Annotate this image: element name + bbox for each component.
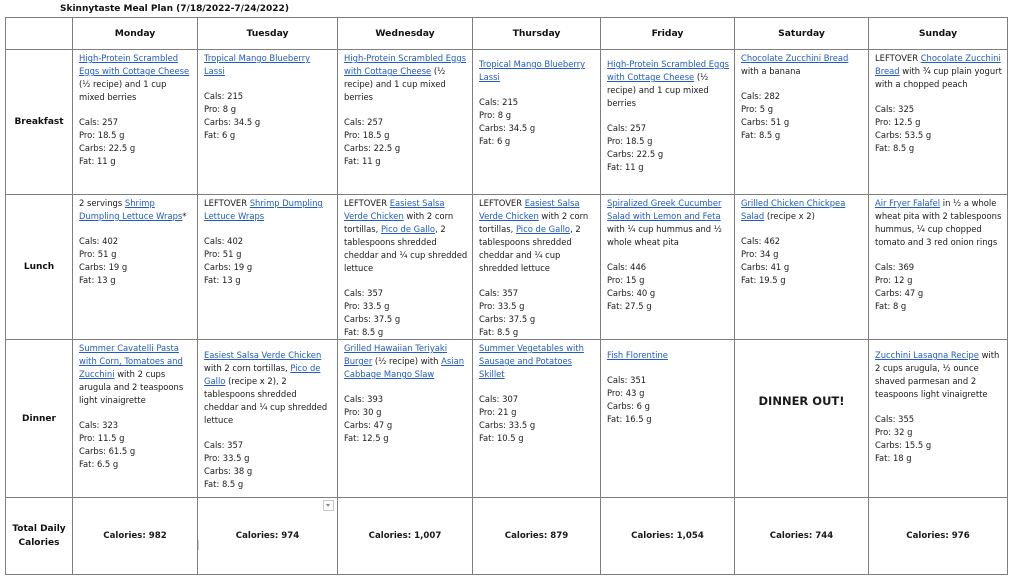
total-calories: Calories: 744 <box>735 498 869 575</box>
day-header-wednesday: Wednesday <box>338 18 473 50</box>
meal-cell <box>73 340 198 498</box>
meal-cell <box>198 50 338 195</box>
nutrition-info: Cals: 325 Pro: 12.5 g Carbs: 53.5 g Fat: 8.5 g <box>875 104 932 153</box>
recipe-link[interactable]: Pico de Gallo <box>204 363 321 386</box>
recipe-link[interactable]: Easiest Salsa Verde Chicken <box>204 350 322 360</box>
meal-desc: with ¼ cup hummus and ½ whole wheat pita <box>607 224 722 247</box>
day-header-friday: Friday <box>601 18 735 50</box>
recipe-link[interactable]: Grilled Hawaiian Teriyaki Burger <box>344 343 448 366</box>
nutrition-info: Cals: 307 Pro: 21 g Carbs: 33.5 g Fat: 10.5 g <box>479 394 536 443</box>
meal-desc: (recipe x 2) <box>764 211 815 221</box>
recipe-link[interactable]: Easiest Salsa Verde Chicken <box>479 198 580 221</box>
meal-cell <box>73 195 198 340</box>
meal-desc: * <box>182 211 187 221</box>
nutrition-info: Cals: 402 Pro: 51 g Carbs: 19 g Fat: 13 g <box>79 236 128 285</box>
meal-plan-table <box>5 17 1008 575</box>
nutrition-info: Cals: 369 Pro: 12 g Carbs: 47 g Fat: 8 g <box>875 262 924 311</box>
meal-desc: with a banana <box>741 66 801 76</box>
meal-desc: (½ recipe) and 1 cup mixed berries <box>344 66 446 102</box>
nutrition-info: Cals: 357 Pro: 33.5 g Carbs: 38 g Fat: 8.5 g <box>204 440 253 489</box>
nutrition-info: Cals: 351 Pro: 43 g Carbs: 6 g Fat: 16.5 g <box>607 375 652 424</box>
recipe-link[interactable]: Grilled Chicken Chickpea Salad <box>741 198 846 221</box>
dinner-out-label: DINNER OUT! <box>758 394 845 408</box>
day-header-saturday: Saturday <box>735 18 869 50</box>
recipe-link[interactable]: High-Protein Scrambled Eggs with Cottage Cheese <box>344 53 467 76</box>
row-label-dinner: Dinner <box>6 340 73 498</box>
recipe-link[interactable]: Pico de Gallo <box>380 224 436 234</box>
recipe-link[interactable]: Summer Cavatelli Pasta with Corn, Tomatoes and Zucchini <box>79 343 183 379</box>
nutrition-info: Cals: 393 Pro: 30 g Carbs: 47 g Fat: 12.5 g <box>344 394 393 443</box>
nutrition-info: Cals: 257 Pro: 18.5 g Carbs: 22.5 g Fat: 11 g <box>344 117 401 166</box>
nutrition-info: Cals: 215 Pro: 8 g Carbs: 34.5 g Fat: 6 g <box>479 97 536 146</box>
nutrition-info: Cals: 355 Pro: 32 g Carbs: 15.5 g Fat: 18 g <box>875 414 932 463</box>
total-calories: Calories: 1,054 <box>601 498 735 575</box>
total-calories: Calories: 1,007 <box>338 498 473 575</box>
meal-cell <box>73 50 198 195</box>
recipe-link[interactable]: Chocolate Zucchini Bread <box>875 53 1001 76</box>
meal-cell <box>869 195 1008 340</box>
day-header-monday: Monday <box>73 18 198 50</box>
recipe-link[interactable]: Tropical Mango Blueberry Lassi <box>204 53 311 76</box>
meal-cell <box>473 195 601 340</box>
meal-cell <box>869 340 1008 498</box>
day-header-tuesday: Tuesday <box>198 18 338 50</box>
recipe-link[interactable]: Asian Cabbage Mango Slaw <box>344 356 465 379</box>
meal-desc: with 2 corn tortillas, <box>344 211 454 234</box>
dropdown-arrow-icon[interactable] <box>323 500 334 511</box>
meal-cell <box>198 195 338 340</box>
meal-cell <box>473 340 601 498</box>
recipe-link[interactable]: Chocolate Zucchini Bread <box>741 53 849 63</box>
total-calories: Calories: 976 <box>869 498 1008 575</box>
dinner-row <box>6 340 1008 498</box>
nutrition-info: Cals: 257 Pro: 18.5 g Carbs: 22.5 g Fat: 11 g <box>607 123 664 172</box>
recipe-link[interactable]: Pico de Gallo <box>515 224 571 234</box>
meal-desc: with 2 cups arugula and 2 teaspoons light vinaigrette <box>79 369 184 405</box>
text-cursor <box>198 540 199 550</box>
meal-cell <box>735 50 869 195</box>
meal-prefix: 2 servings <box>79 198 125 208</box>
recipe-link[interactable]: Tropical Mango Blueberry Lassi <box>479 59 586 82</box>
meal-desc: with ¾ cup plain yogurt with a chopped peach <box>875 66 1002 89</box>
page-title: Skinnytaste Meal Plan (7/18/2022-7/24/2022) <box>60 4 289 14</box>
meal-cell <box>338 50 473 195</box>
total-calories: Calories: 982 <box>73 498 198 575</box>
day-header-thursday: Thursday <box>473 18 601 50</box>
meal-prefix: LEFTOVER <box>204 198 250 208</box>
meal-cell <box>869 50 1008 195</box>
nutrition-info: Cals: 402 Pro: 51 g Carbs: 19 g Fat: 13 g <box>204 236 253 285</box>
meal-desc: in ½ a whole wheat pita with 2 tablespoons hummus, ¼ cup chopped tomato and 3 red onion rings <box>875 198 1002 247</box>
total-calories: Calories: 974 <box>198 498 338 575</box>
row-label-lunch: Lunch <box>6 195 73 340</box>
meal-cell <box>601 195 735 340</box>
totals-row <box>6 498 1008 575</box>
nutrition-info: Cals: 357 Pro: 33.5 g Carbs: 37.5 g Fat: 8.5 g <box>479 288 536 337</box>
meal-cell <box>601 50 735 195</box>
recipe-link[interactable]: High-Protein Scrambled Eggs with Cottage Cheese <box>607 59 730 82</box>
recipe-link[interactable]: Fish Florentine <box>607 350 668 360</box>
nutrition-info: Cals: 446 Pro: 15 g Carbs: 40 g Fat: 27.5 g <box>607 262 656 311</box>
day-header-sunday: Sunday <box>869 18 1008 50</box>
meal-cell <box>338 340 473 498</box>
meal-desc: (½ recipe) and 1 cup mixed berries <box>79 79 167 102</box>
meal-desc: with 2 corn tortillas, <box>204 363 291 373</box>
meal-desc: with 2 cups arugula, ½ ounce shaved parmesan and 2 teaspoons light vinaigrette <box>875 350 1000 399</box>
nutrition-info: Cals: 282 Pro: 5 g Carbs: 51 g Fat: 8.5 g <box>741 91 790 140</box>
meal-prefix: LEFTOVER <box>875 53 921 63</box>
total-calories: Calories: 879 <box>473 498 601 575</box>
recipe-link[interactable]: Shrimp Dumpling Lettuce Wraps <box>204 198 323 221</box>
recipe-link[interactable]: Easiest Salsa Verde Chicken <box>344 198 445 221</box>
meal-prefix: LEFTOVER <box>344 198 390 208</box>
breakfast-row <box>6 50 1008 195</box>
row-label-breakfast: Breakfast <box>6 50 73 195</box>
lunch-row <box>6 195 1008 340</box>
meal-cell <box>735 340 869 498</box>
meal-desc: , 2 tablespoons shredded cheddar and ¼ cup shredded lettuce <box>344 224 468 273</box>
meal-cell <box>198 340 338 498</box>
nutrition-info: Cals: 215 Pro: 8 g Carbs: 34.5 g Fat: 6 g <box>204 91 261 140</box>
nutrition-info: Cals: 257 Pro: 18.5 g Carbs: 22.5 g Fat: 11 g <box>79 117 136 166</box>
recipe-link[interactable]: Zucchini Lasagna Recipe <box>875 350 979 360</box>
meal-desc: (½ recipe) with <box>372 356 442 366</box>
meal-cell <box>338 195 473 340</box>
recipe-link[interactable]: Spiralized Greek Cucumber Salad with Lemon and Feta <box>607 198 722 221</box>
meal-cell <box>473 50 601 195</box>
recipe-link[interactable]: High-Protein Scrambled Eggs with Cottage Cheese <box>79 53 190 76</box>
meal-cell <box>601 340 735 498</box>
nutrition-info: Cals: 357 Pro: 33.5 g Carbs: 37.5 g Fat: 8.5 g <box>344 288 401 337</box>
meal-cell <box>735 195 869 340</box>
nutrition-info: Cals: 323 Pro: 11.5 g Carbs: 61.5 g Fat: 6.5 g <box>79 420 136 469</box>
meal-desc: , 2 tablespoons shredded cheddar and ¼ cup shredded lettuce <box>479 224 581 273</box>
recipe-link[interactable]: Air Fryer Falafel <box>875 198 941 208</box>
meal-desc: with 2 corn tortillas, <box>479 211 589 234</box>
recipe-link[interactable]: Summer Vegetables with Sausage and Potatoes Skillet <box>479 343 584 379</box>
meal-desc: (½ recipe) and 1 cup mixed berries <box>607 72 709 108</box>
corner-cell <box>6 18 73 50</box>
nutrition-info: Cals: 462 Pro: 34 g Carbs: 41 g Fat: 19.5 g <box>741 236 790 285</box>
recipe-link[interactable]: Shrimp Dumpling Lettuce Wraps <box>79 198 183 221</box>
meal-desc: (recipe x 2), 2 tablespoons shredded cheddar and ¼ cup shredded lettuce <box>204 376 328 425</box>
meal-prefix: LEFTOVER <box>479 198 525 208</box>
row-label-total: Total Daily Calories <box>6 498 73 575</box>
